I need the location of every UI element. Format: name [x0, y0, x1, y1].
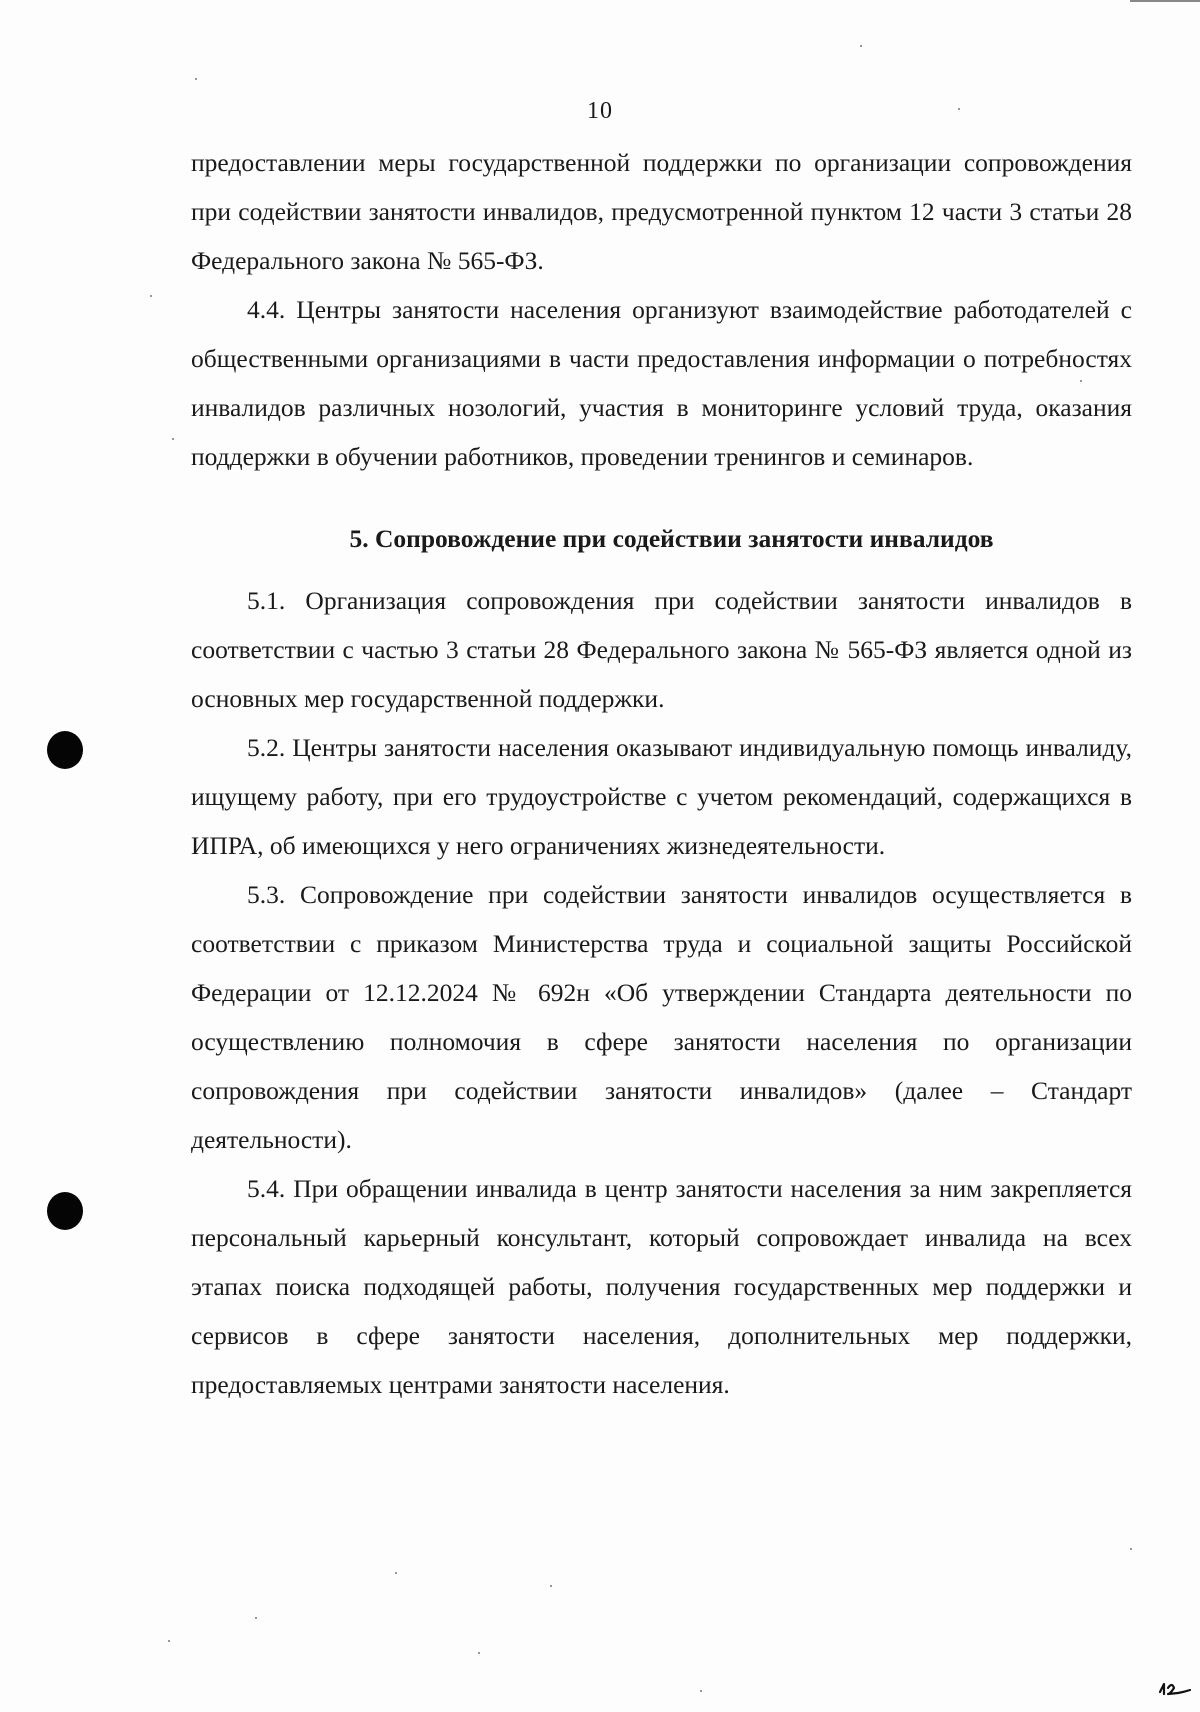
scan-speck: [958, 108, 960, 110]
binder-hole-lower: [47, 1192, 83, 1230]
scan-speck: [395, 1572, 397, 1574]
scan-speck: [172, 438, 174, 440]
scan-speck: [860, 45, 862, 47]
scan-speck: [255, 1617, 257, 1619]
paragraph-5-3: 5.3. Сопровождение при содействии занятости инвалидов осуществляется в соответствии с приказом Министерства труда и социальной защиты Российской Федерации от 12.12.2024 № 692н «Об утверждении Стандарта деятельности по осуществлению полномочия в сфере занятости населения по организации сопровождения при содействии занятости инвалидов» (далее – Стандарт деятельности).: [191, 880, 1132, 1154]
paragraph-4-4: 4.4. Центры занятости населения организуют взаимодействие работодателей с общественными организациями в части предоставления информации о потребностях инвалидов различных нозологий, участия в мониторинге условий труда, оказания поддержки в обучении работников, проведении тренингов и семинаров.: [191, 295, 1132, 471]
paragraph-5-1: 5.1. Организация сопровождения при содействии занятости инвалидов в соответствии с частью 3 статьи 28 Федерального закона № 565-ФЗ является одной из основных мер государственной поддержки.: [191, 586, 1132, 713]
scan-speck: [168, 1640, 170, 1642]
paragraph-5-4: 5.4. При обращении инвалида в центр занятости населения за ним закрепляется персональный карьерный консультант, который сопровождает инвалида на всех этапах поиска подходящей работы, получения государственных мер поддержки и сервисов в сфере занятости населения, дополнительных мер поддержки, предоставляемых центрами занятости населения.: [191, 1174, 1132, 1399]
paragraph-continuation: предоставлении меры государственной поддержки по организации сопровождения при содействии занятости инвалидов, предусмотренной пунктом 12 части 3 статьи 28 Федерального закона № 565-ФЗ.: [191, 148, 1132, 275]
scan-speck: [700, 1690, 702, 1692]
scan-speck: [195, 78, 197, 80]
binder-hole-upper: [47, 731, 83, 769]
scan-edge-line: [1130, 0, 1200, 2]
document-body: [191, 138, 1132, 1409]
scan-speck: [150, 295, 152, 297]
section-heading-5: 5. Сопровождение при содействии занятости инвалидов: [349, 524, 994, 553]
scan-speck: [1080, 380, 1082, 382]
scan-speck: [478, 1652, 480, 1654]
page-number: 10: [587, 98, 613, 124]
paragraph-5-2: 5.2. Центры занятости населения оказывают индивидуальную помощь инвалиду, ищущему работу, при его трудоустройстве с учетом рекомендаций, содержащихся в ИПРА, об имеющихся у него ограничениях жизнедеятельности.: [191, 733, 1132, 860]
handwritten-page-mark: [1158, 1680, 1192, 1698]
scan-speck: [550, 1585, 552, 1587]
scan-speck: [1130, 1548, 1132, 1550]
